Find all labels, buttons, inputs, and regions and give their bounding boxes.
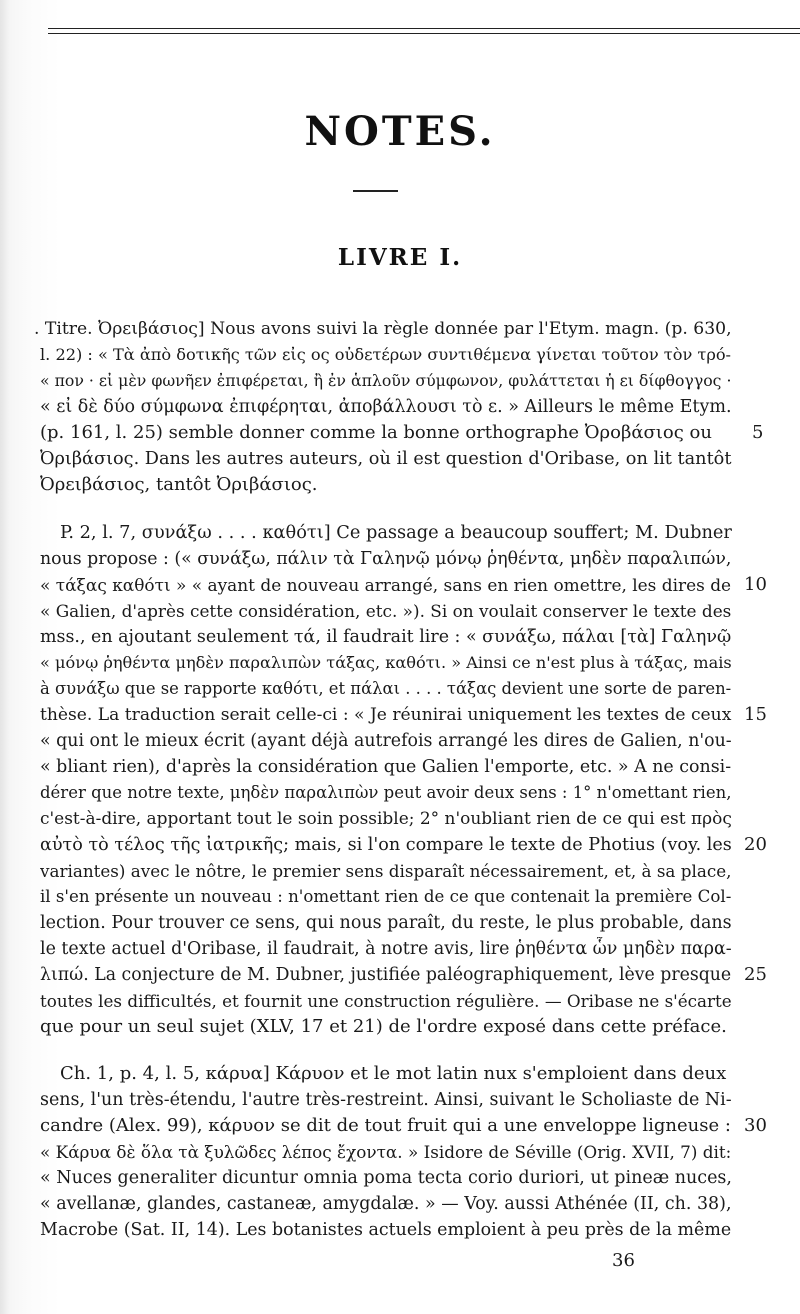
- line-number: 15: [744, 704, 767, 725]
- text-line: Ch. 1, p. 4, l. 5, κάρυα] Κάρυον et le mot latin nux s'emploient dans deux: [60, 1063, 727, 1084]
- text-line: candre (Alex. 99), κάρυον se dit de tout fruit qui a une enveloppe ligneuse :: [40, 1115, 731, 1136]
- text-line: « εἰ δὲ δύο σύμφωνα ἐπιφέρηται, ἀποβάλλουσι τὸ ε. » Ailleurs le même Etym.: [40, 397, 732, 417]
- text-line: nous propose : (« συνάξω, πάλιν τὰ Γαληνῷ μόνῳ ῥηθέντα, μηδὲν παραλιπών,: [40, 549, 732, 569]
- line-number: 30: [744, 1115, 767, 1136]
- text-line: « μόνῳ ῥηθέντα μηδὲν παραλιπὼν τάξας, καθότι. » Ainsi ce n'est plus à τάξας, mais: [40, 653, 732, 672]
- text-line: dérer que notre texte, μηδὲν παραλιπὼν peut avoir deux sens : 1° n'omettant rien,: [40, 783, 732, 802]
- text-line: Macrobe (Sat. II, 14). Les botanistes actuels emploient à peu près de la même: [40, 1220, 732, 1240]
- line-number: 5: [752, 422, 764, 443]
- text-line: toutes les difficultés, et fournit une construction régulière. — Oribase ne s'écarte: [40, 991, 732, 1011]
- text-line: thèse. La traduction serait celle-ci : « Je réunirai uniquement les textes de ceux: [40, 705, 732, 725]
- text-line: Ὀριβάσιος. Dans les autres auteurs, où il est question d'Oribase, on lit tantôt: [40, 449, 732, 469]
- page-title: NOTES.: [304, 108, 496, 155]
- text-line: « τάξας καθότι » « ayant de nouveau arrangé, sans en rien omettre, les dires de: [40, 575, 732, 595]
- text-line: mss., en ajoutant seulement τά, il faudrait lire : « συνάξω, πάλαι [τὰ] Γαληνῷ: [40, 627, 732, 647]
- header-rule-upper: [48, 28, 800, 29]
- text-line: αὐτὸ τὸ τέλος τῆς ἰατρικῆς; mais, si l'on compare le texte de Photius (voy. les: [40, 835, 732, 855]
- text-line: lection. Pour trouver ce sens, qui nous paraît, du reste, le plus probable, dans: [40, 913, 732, 933]
- text-line: que pour un seul sujet (XLV, 17 et 21) de l'ordre exposé dans cette préface.: [40, 1016, 727, 1037]
- text-line: Ὀρειβάσιος, tantôt Ὀριβάσιος.: [40, 474, 318, 495]
- page-number: 36: [612, 1250, 635, 1271]
- text-line: c'est-à-dire, apportant tout le soin possible; 2° n'oubliant rien de ce qui est πρὸς: [40, 809, 732, 829]
- line-number: 25: [744, 964, 767, 985]
- text-line: (p. 161, l. 25) semble donner comme la bonne orthographe Ὀροβάσιος ou: [40, 422, 712, 443]
- text-line: l. 22) : « Τὰ ἀπὸ δοτικῆς τῶν εἰς ος οὐδετέρων συντιθέμενα γίνεται τοῦτον τὸν τρό-: [40, 345, 732, 364]
- book-heading: LIVRE I.: [337, 244, 463, 271]
- text-line: « πον · εἰ μὲν φωνῆεν ἐπιφέρεται, ἢ ἐν ἁπλοῦν σύμφωνον, φυλάττεται ἡ ει δίφθογγος ·: [40, 371, 732, 390]
- text-line: à συνάξω que se rapporte καθότι, et πάλαι . . . . τάξας devient une sorte de paren-: [40, 679, 732, 698]
- text-line: « Nuces generaliter dicuntur omnia poma tecta corio duriori, ut pineæ nuces,: [40, 1168, 732, 1188]
- text-line: il s'en présente un nouveau : n'omettant rien de ce que contenait la première Col-: [40, 887, 732, 906]
- text-line: λιπώ. La conjecture de M. Dubner, justifiée paléographiquement, lève presque: [40, 965, 732, 985]
- header-rule-lower: [48, 33, 800, 34]
- title-divider: [353, 190, 398, 192]
- line-number: 10: [744, 574, 767, 595]
- text-line: variantes) avec le nôtre, le premier sens disparaît nécessairement, et, à sa place,: [40, 861, 732, 881]
- text-line: P. 2, l. 7, συνάξω . . . . καθότι] Ce passage a beaucoup souffert; M. Dubner: [60, 523, 732, 543]
- text-line: « qui ont le mieux écrit (ayant déjà autrefois arrangé les dires de Galien, n'ou-: [40, 731, 732, 751]
- text-line: « Galien, d'après cette considération, etc. »). Si on voulait conserver le texte des: [40, 601, 732, 621]
- text-line: « Κάρυα δὲ ὅλα τὰ ξυλῶδες λέπος ἔχοντα. » Isidore de Séville (Orig. XVII, 7) dit:: [40, 1142, 732, 1162]
- text-line: . Titre. Ὀρειβάσιος] Nous avons suivi la règle donnée par l'Etym. magn. (p. 630,: [34, 319, 732, 339]
- text-line: sens, l'un très-étendu, l'autre très-restreint. Ainsi, suivant le Scholiaste de Ni-: [40, 1090, 732, 1110]
- text-line: « bliant rien), d'après la considération que Galien l'emporte, etc. » A ne consi-: [40, 757, 732, 777]
- text-line: le texte actuel d'Oribase, il faudrait, à notre avis, lire ῥηθέντα ὧν μηδὲν παρα-: [40, 939, 732, 959]
- line-number: 20: [744, 834, 767, 855]
- text-line: « avellanæ, glandes, castaneæ, amygdalæ. » — Voy. aussi Athénée (II, ch. 38),: [40, 1194, 732, 1214]
